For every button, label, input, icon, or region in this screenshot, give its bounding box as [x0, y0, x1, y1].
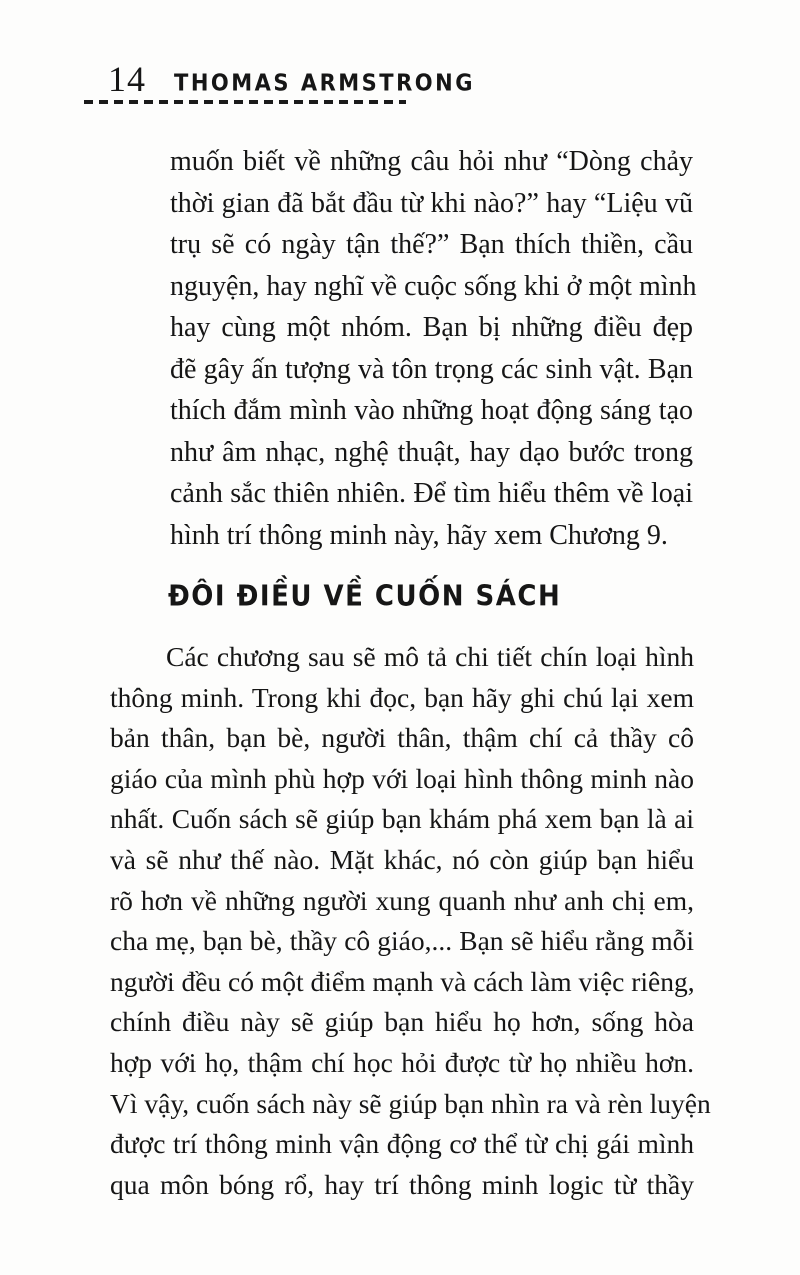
paragraph-line: giáo của mình phù hợp với loại hình thông minh nào: [110, 762, 694, 794]
paragraph-line: hay cùng một nhóm. Bạn bị những điều đẹp: [170, 312, 693, 343]
paragraph-line: rõ hơn về những người xung quanh như anh chị em,: [110, 884, 694, 916]
paragraph-line: được trí thông minh vận động cơ thể từ chị gái mình: [110, 1128, 694, 1160]
paragraph-line: muốn biết về những câu hỏi như “Dòng chảy: [170, 146, 693, 177]
paragraph-line: nguyện, hay nghĩ về cuộc sống khi ở một mình: [170, 270, 697, 302]
paragraph-line: Vì vậy, cuốn sách này sẽ giúp bạn nhìn ra và rèn luyện: [110, 1087, 711, 1119]
paragraph-line: cảnh sắc thiên nhiên. Để tìm hiểu thêm về loại: [170, 478, 693, 509]
paragraph-line: chính điều này sẽ giúp bạn hiểu họ hơn, sống hòa: [110, 1006, 694, 1038]
paragraph-line: người đều có một điểm mạnh và cách làm việc riêng,: [110, 965, 695, 997]
page-number: 14: [108, 59, 146, 99]
paragraph-line: thích đắm mình vào những hoạt động sáng tạo: [170, 395, 693, 426]
paragraph-line: nhất. Cuốn sách sẽ giúp bạn khám phá xem bạn là ai: [110, 803, 694, 835]
paragraph-line: hình trí thông minh này, hãy xem Chương 9.: [170, 519, 668, 551]
paragraph-line: hợp với họ, thậm chí học hỏi được từ họ nhiều hơn.: [110, 1046, 694, 1078]
section-heading: ĐÔI ĐIỀU VỀ CUỐN SÁCH: [168, 580, 562, 613]
paragraph-line: trụ sẽ có ngày tận thế?” Bạn thích thiền, cầu: [170, 229, 693, 260]
paragraph-line: và sẽ như thế nào. Mặt khác, nó còn giúp bạn hiểu: [110, 843, 694, 875]
running-header: [108, 58, 475, 100]
paragraph-line: như âm nhạc, nghệ thuật, hay dạo bước trong: [170, 436, 693, 468]
paragraph-line: đẽ gây ấn tượng và tôn trọng các sinh vật. Bạn: [170, 353, 693, 385]
paragraph-line: thông minh. Trong khi đọc, bạn hãy ghi chú lại xem: [110, 681, 694, 713]
paragraph-line: qua môn bóng rổ, hay trí thông minh logic từ thầy: [110, 1168, 694, 1200]
paragraph-line: thời gian đã bắt đầu từ khi nào?” hay “Liệu vũ: [170, 187, 693, 219]
paragraph-about-book: [110, 637, 711, 1205]
paragraph-intelligence-description: [170, 141, 697, 556]
running-header-title: THOMAS ARMSTRONG: [174, 70, 475, 96]
paragraph-line: bản thân, bạn bè, người thân, thậm chí cả thầy cô: [110, 722, 694, 754]
header-dashed-rule: [84, 100, 406, 104]
paragraph-line: cha mẹ, bạn bè, thầy cô giáo,... Bạn sẽ hiểu rằng mỗi: [110, 925, 694, 957]
paragraph-line: Các chương sau sẽ mô tả chi tiết chín loại hình: [166, 641, 694, 672]
